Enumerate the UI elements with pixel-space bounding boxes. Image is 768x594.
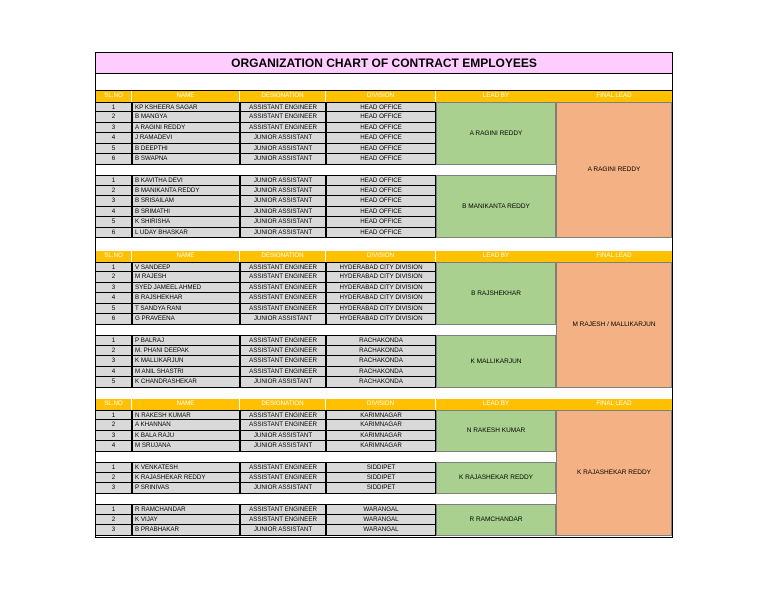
table-row bbox=[96, 335, 436, 346]
employee-name-cell: B SWAPNA bbox=[132, 154, 240, 165]
table-row bbox=[96, 196, 436, 207]
lead-by-cell: K MALLIKARJUN bbox=[436, 335, 556, 388]
column-header: NAME bbox=[132, 399, 240, 410]
division-cell: HEAD OFFICE bbox=[326, 112, 436, 123]
table-row bbox=[96, 304, 436, 315]
division-cell: RACHAKONDA bbox=[326, 335, 436, 346]
employee-name-cell: A RAGINI REDDY bbox=[132, 123, 240, 134]
designation-cell: ASSISTANT ENGINEER bbox=[240, 304, 326, 315]
division-cell: KARIMNAGAR bbox=[326, 420, 436, 431]
division-cell: KARIMNAGAR bbox=[326, 441, 436, 452]
employee-name-cell: M SRUJANA bbox=[132, 441, 240, 452]
table-row bbox=[96, 283, 436, 294]
column-header: SL.NO bbox=[96, 399, 132, 410]
division-cell: HEAD OFFICE bbox=[326, 207, 436, 218]
serial-number-cell: 3 bbox=[96, 431, 132, 442]
designation-cell: ASSISTANT ENGINEER bbox=[240, 504, 326, 515]
division-cell: SIDDIPET bbox=[326, 473, 436, 484]
designation-cell: JUNIOR ASSISTANT bbox=[240, 196, 326, 207]
division-cell: HYDERABAD CITY DIVISION bbox=[326, 304, 436, 315]
employee-name-cell: N RAKESH KUMAR bbox=[132, 410, 240, 421]
column-header: DIVISION bbox=[326, 251, 436, 262]
column-header: NAME bbox=[132, 251, 240, 262]
designation-cell: ASSISTANT ENGINEER bbox=[240, 473, 326, 484]
division-cell: HYDERABAD CITY DIVISION bbox=[326, 283, 436, 294]
column-header: NAME bbox=[132, 91, 240, 102]
employee-name-cell: L UDAY BHASKAR bbox=[132, 228, 240, 239]
column-header: DESIGNATION bbox=[240, 251, 326, 262]
employee-name-cell: M RAJESH bbox=[132, 272, 240, 283]
employee-name-cell: J RAMADEVI bbox=[132, 133, 240, 144]
designation-cell: JUNIOR ASSISTANT bbox=[240, 133, 326, 144]
chart-title: ORGANIZATION CHART OF CONTRACT EMPLOYEES bbox=[96, 53, 672, 74]
employee-name-cell: B DEEPTHI bbox=[132, 144, 240, 155]
division-cell: HEAD OFFICE bbox=[326, 217, 436, 228]
table-row bbox=[96, 133, 436, 144]
serial-number-cell: 1 bbox=[96, 335, 132, 346]
final-lead-cell: K RAJASHEKAR REDDY bbox=[556, 410, 672, 536]
lead-by-cell: K RAJASHEKAR REDDY bbox=[436, 462, 556, 494]
division-cell: HEAD OFFICE bbox=[326, 175, 436, 186]
designation-cell: ASSISTANT ENGINEER bbox=[240, 272, 326, 283]
table-row bbox=[96, 144, 436, 155]
table-row bbox=[96, 186, 436, 197]
employee-name-cell: K MALLIKARJUN bbox=[132, 356, 240, 367]
division-cell: WARANGAL bbox=[326, 515, 436, 526]
table-row bbox=[96, 431, 436, 442]
division-cell: HEAD OFFICE bbox=[326, 154, 436, 165]
designation-cell: JUNIOR ASSISTANT bbox=[240, 377, 326, 388]
employee-name-cell: R RAMCHANDAR bbox=[132, 504, 240, 515]
serial-number-cell: 2 bbox=[96, 186, 132, 197]
division-cell: HYDERABAD CITY DIVISION bbox=[326, 293, 436, 304]
table-row bbox=[96, 102, 436, 113]
division-cell: RACHAKONDA bbox=[326, 346, 436, 357]
serial-number-cell: 5 bbox=[96, 377, 132, 388]
serial-number-cell: 3 bbox=[96, 483, 132, 494]
designation-cell: ASSISTANT ENGINEER bbox=[240, 283, 326, 294]
serial-number-cell: 2 bbox=[96, 515, 132, 526]
employee-name-cell: B SRISAILAM bbox=[132, 196, 240, 207]
serial-number-cell: 4 bbox=[96, 441, 132, 452]
lead-by-cell: N RAKESH KUMAR bbox=[436, 410, 556, 452]
serial-number-cell: 3 bbox=[96, 123, 132, 134]
employee-name-cell: B MANIKANTA REDDY bbox=[132, 186, 240, 197]
designation-cell: JUNIOR ASSISTANT bbox=[240, 217, 326, 228]
designation-cell: JUNIOR ASSISTANT bbox=[240, 144, 326, 155]
serial-number-cell: 1 bbox=[96, 102, 132, 113]
employee-name-cell: K BALA RAJU bbox=[132, 431, 240, 442]
table-row bbox=[96, 367, 436, 378]
division-cell: SIDDIPET bbox=[326, 483, 436, 494]
lead-by-cell: A RAGINI REDDY bbox=[436, 102, 556, 165]
division-cell: SIDDIPET bbox=[326, 462, 436, 473]
serial-number-cell: 4 bbox=[96, 133, 132, 144]
serial-number-cell: 1 bbox=[96, 262, 132, 273]
serial-number-cell: 4 bbox=[96, 367, 132, 378]
table-row bbox=[96, 112, 436, 123]
table-row bbox=[96, 462, 436, 473]
division-cell: WARANGAL bbox=[326, 504, 436, 515]
table-row bbox=[96, 525, 436, 536]
final-lead-cell: A RAGINI REDDY bbox=[556, 102, 672, 239]
division-cell: HEAD OFFICE bbox=[326, 123, 436, 134]
designation-cell: ASSISTANT ENGINEER bbox=[240, 515, 326, 526]
serial-number-cell: 4 bbox=[96, 207, 132, 218]
serial-number-cell: 6 bbox=[96, 154, 132, 165]
table-row bbox=[96, 154, 436, 165]
designation-cell: ASSISTANT ENGINEER bbox=[240, 462, 326, 473]
table-row bbox=[96, 515, 436, 526]
table-row bbox=[96, 293, 436, 304]
employee-name-cell: M. PHANI DEEPAK bbox=[132, 346, 240, 357]
table-row bbox=[96, 504, 436, 515]
employee-name-cell: K VIJAY bbox=[132, 515, 240, 526]
serial-number-cell: 2 bbox=[96, 112, 132, 123]
designation-cell: ASSISTANT ENGINEER bbox=[240, 262, 326, 273]
employee-name-cell: B PRABHAKAR bbox=[132, 525, 240, 536]
designation-cell: JUNIOR ASSISTANT bbox=[240, 207, 326, 218]
lead-by-cell: B MANIKANTA REDDY bbox=[436, 175, 556, 238]
table-row bbox=[96, 410, 436, 421]
column-header: LEAD BY bbox=[482, 252, 510, 259]
division-cell: HYDERABAD CITY DIVISION bbox=[326, 314, 436, 325]
employee-name-cell: V SANDEEP bbox=[132, 262, 240, 273]
designation-cell: JUNIOR ASSISTANT bbox=[240, 441, 326, 452]
division-cell: HEAD OFFICE bbox=[326, 196, 436, 207]
division-cell: HEAD OFFICE bbox=[326, 144, 436, 155]
employee-name-cell: P BALRAJ bbox=[132, 335, 240, 346]
designation-cell: JUNIOR ASSISTANT bbox=[240, 525, 326, 536]
table-row bbox=[96, 272, 436, 283]
designation-cell: JUNIOR ASSISTANT bbox=[240, 314, 326, 325]
serial-number-cell: 6 bbox=[96, 228, 132, 239]
table-row bbox=[96, 314, 436, 325]
employee-name-cell: B MANGYA bbox=[132, 112, 240, 123]
division-cell: WARANGAL bbox=[326, 525, 436, 536]
employee-name-cell: M ANIL SHASTRI bbox=[132, 367, 240, 378]
table-row bbox=[96, 175, 436, 186]
division-cell: KARIMNAGAR bbox=[326, 410, 436, 421]
employee-name-cell: B KAVITHA DEVI bbox=[132, 175, 240, 186]
serial-number-cell: 2 bbox=[96, 346, 132, 357]
designation-cell: ASSISTANT ENGINEER bbox=[240, 112, 326, 123]
employee-name-cell: K CHANDRASHEKAR bbox=[132, 377, 240, 388]
table-row bbox=[96, 377, 436, 388]
designation-cell: ASSISTANT ENGINEER bbox=[240, 367, 326, 378]
designation-cell: ASSISTANT ENGINEER bbox=[240, 356, 326, 367]
table-row bbox=[96, 420, 436, 431]
designation-cell: ASSISTANT ENGINEER bbox=[240, 420, 326, 431]
section-header-row bbox=[96, 399, 672, 410]
lead-by-cell: B RAJSHEKHAR bbox=[436, 262, 556, 325]
serial-number-cell: 1 bbox=[96, 462, 132, 473]
designation-cell: ASSISTANT ENGINEER bbox=[240, 335, 326, 346]
division-cell: HEAD OFFICE bbox=[326, 133, 436, 144]
table-row bbox=[96, 356, 436, 367]
column-header: LEAD BY bbox=[482, 400, 510, 407]
column-header: FINAL LEAD bbox=[596, 92, 632, 99]
serial-number-cell: 2 bbox=[96, 473, 132, 484]
designation-cell: JUNIOR ASSISTANT bbox=[240, 154, 326, 165]
table-row bbox=[96, 207, 436, 218]
final-lead-cell: M RAJESH / MALLIKARJUN bbox=[556, 262, 672, 388]
employee-name-cell: P SRINIVAS bbox=[132, 483, 240, 494]
serial-number-cell: 4 bbox=[96, 293, 132, 304]
employee-name-cell: B RAJSHEKHAR bbox=[132, 293, 240, 304]
employee-name-cell: A KHANNAN bbox=[132, 420, 240, 431]
serial-number-cell: 5 bbox=[96, 304, 132, 315]
designation-cell: ASSISTANT ENGINEER bbox=[240, 102, 326, 113]
serial-number-cell: 3 bbox=[96, 283, 132, 294]
serial-number-cell: 5 bbox=[96, 217, 132, 228]
column-header: DIVISION bbox=[326, 91, 436, 102]
division-cell: HEAD OFFICE bbox=[326, 228, 436, 239]
table-row bbox=[96, 217, 436, 228]
org-chart-sheet bbox=[95, 52, 673, 538]
division-cell: KARIMNAGAR bbox=[326, 431, 436, 442]
serial-number-cell: 2 bbox=[96, 272, 132, 283]
division-cell: HEAD OFFICE bbox=[326, 102, 436, 113]
column-header: FINAL LEAD bbox=[596, 252, 632, 259]
column-header: LEAD BY bbox=[482, 92, 510, 99]
serial-number-cell: 6 bbox=[96, 314, 132, 325]
employee-name-cell: B SRIMATHI bbox=[132, 207, 240, 218]
designation-cell: JUNIOR ASSISTANT bbox=[240, 175, 326, 186]
employee-name-cell: K SHIRISHA bbox=[132, 217, 240, 228]
serial-number-cell: 3 bbox=[96, 356, 132, 367]
serial-number-cell: 1 bbox=[96, 175, 132, 186]
employee-name-cell: KP KSHEERA SAGAR bbox=[132, 102, 240, 113]
section-header-row bbox=[96, 251, 672, 262]
table-row bbox=[96, 123, 436, 134]
designation-cell: ASSISTANT ENGINEER bbox=[240, 346, 326, 357]
division-cell: HYDERABAD CITY DIVISION bbox=[326, 272, 436, 283]
column-header: DIVISION bbox=[326, 399, 436, 410]
column-header: DESIGNATION bbox=[240, 91, 326, 102]
serial-number-cell: 2 bbox=[96, 420, 132, 431]
table-row bbox=[96, 228, 436, 239]
serial-number-cell: 5 bbox=[96, 144, 132, 155]
division-cell: HEAD OFFICE bbox=[326, 186, 436, 197]
serial-number-cell: 3 bbox=[96, 196, 132, 207]
column-header: DESIGNATION bbox=[240, 399, 326, 410]
section-header-row bbox=[96, 91, 672, 102]
designation-cell: ASSISTANT ENGINEER bbox=[240, 410, 326, 421]
designation-cell: JUNIOR ASSISTANT bbox=[240, 483, 326, 494]
division-cell: HYDERABAD CITY DIVISION bbox=[326, 262, 436, 273]
employee-name-cell: G PRAVEENA bbox=[132, 314, 240, 325]
designation-cell: ASSISTANT ENGINEER bbox=[240, 123, 326, 134]
serial-number-cell: 1 bbox=[96, 504, 132, 515]
division-cell: RACHAKONDA bbox=[326, 367, 436, 378]
column-header: SL.NO bbox=[96, 91, 132, 102]
table-row bbox=[96, 483, 436, 494]
designation-cell: JUNIOR ASSISTANT bbox=[240, 228, 326, 239]
column-header: SL.NO bbox=[96, 251, 132, 262]
serial-number-cell: 1 bbox=[96, 410, 132, 421]
designation-cell: JUNIOR ASSISTANT bbox=[240, 186, 326, 197]
designation-cell: JUNIOR ASSISTANT bbox=[240, 431, 326, 442]
division-cell: RACHAKONDA bbox=[326, 356, 436, 367]
lead-by-cell: R RAMCHANDAR bbox=[436, 504, 556, 536]
column-header: FINAL LEAD bbox=[596, 400, 632, 407]
employee-name-cell: K VENKATESH bbox=[132, 462, 240, 473]
employee-name-cell: K RAJASHEKAR REDDY bbox=[132, 473, 240, 484]
table-row bbox=[96, 441, 436, 452]
designation-cell: ASSISTANT ENGINEER bbox=[240, 293, 326, 304]
serial-number-cell: 3 bbox=[96, 525, 132, 536]
employee-name-cell: T SANDYA RANI bbox=[132, 304, 240, 315]
table-row bbox=[96, 346, 436, 357]
division-cell: RACHAKONDA bbox=[326, 377, 436, 388]
table-row bbox=[96, 473, 436, 484]
employee-name-cell: SYED JAMEEL AHMED bbox=[132, 283, 240, 294]
table-row bbox=[96, 262, 436, 273]
